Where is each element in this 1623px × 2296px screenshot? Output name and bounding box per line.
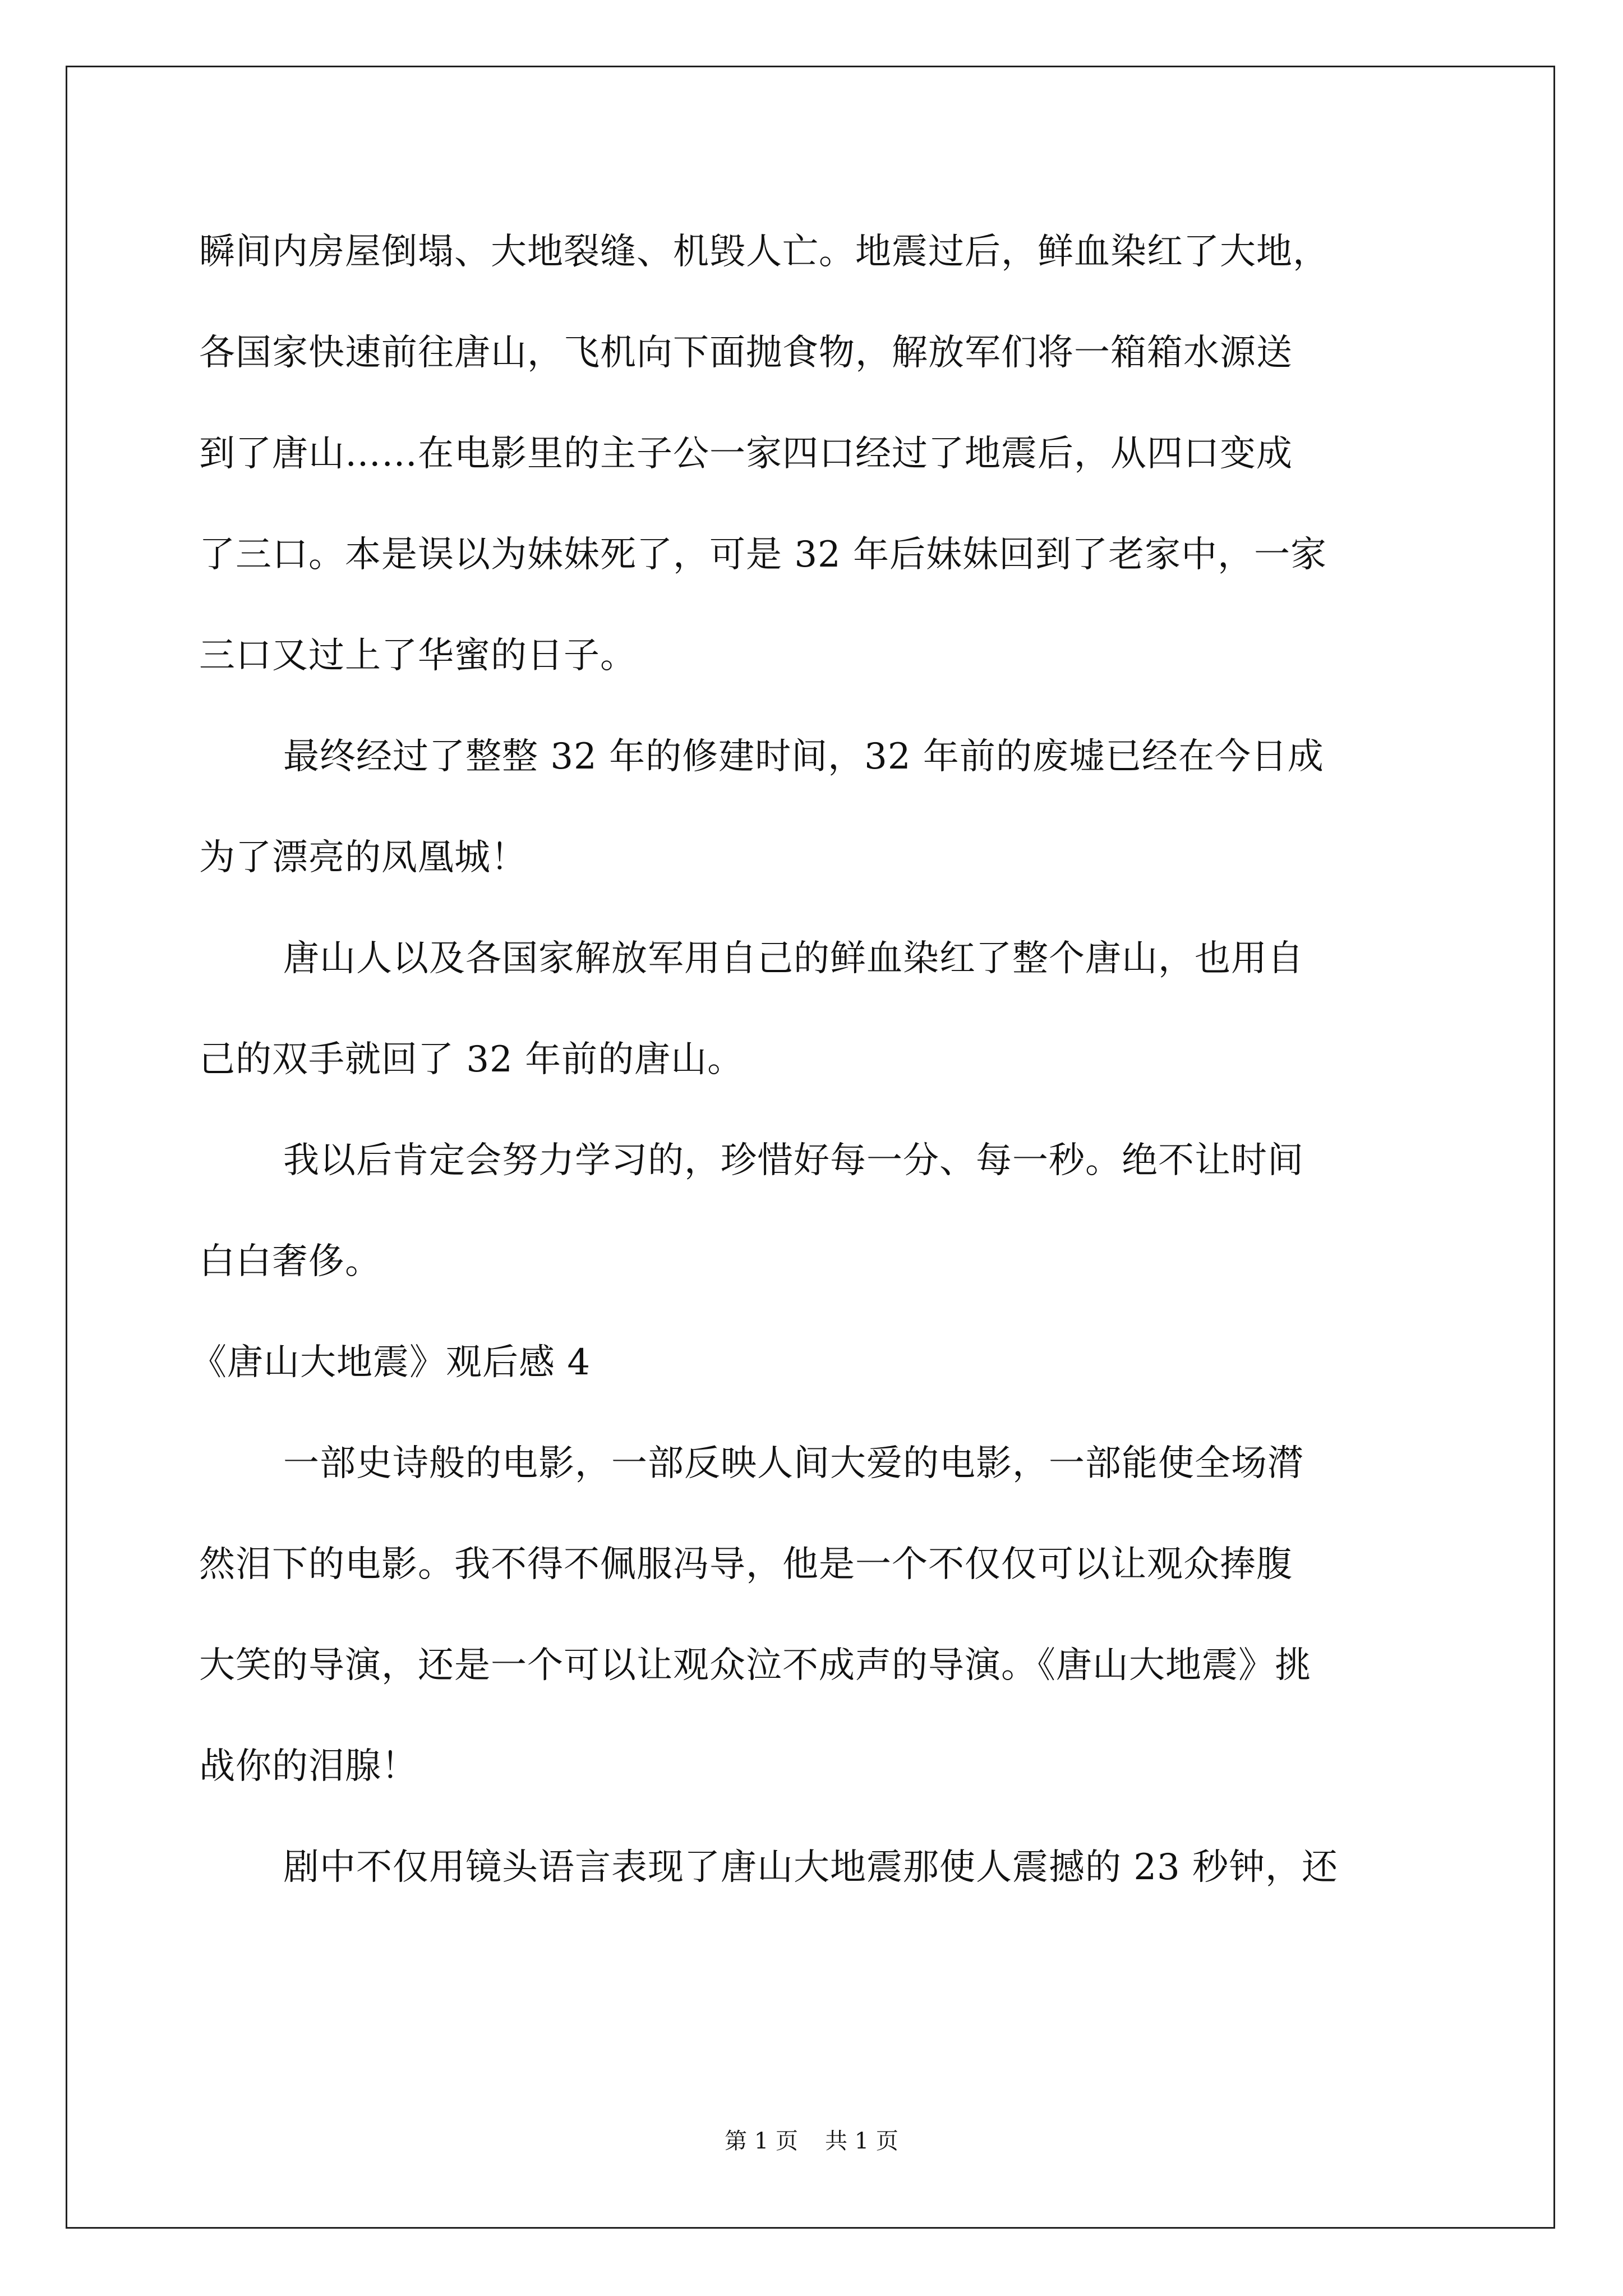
page-total: 共 1 页 bbox=[825, 2128, 898, 2154]
section-heading: 《唐山大地震》观后感 4 bbox=[191, 1342, 591, 1383]
paragraph-line: 己的双手就回了 32 年前的唐山。 bbox=[199, 1039, 744, 1080]
page-footer bbox=[0, 2130, 1623, 2152]
paragraph-line: 我以后肯定会努力学习的，珍惜好每一分、每一秒。绝不让时间 bbox=[283, 1140, 1304, 1181]
paragraph-line: 大笑的导演，还是一个可以让观众泣不成声的导演。《唐山大地震》挑 bbox=[199, 1645, 1311, 1686]
paragraph-line: 瞬间内房屋倒塌、大地裂缝、机毁人亡。地震过后，鲜血染红了大地， bbox=[199, 231, 1329, 273]
paragraph-line: 了三口。本是误以为妹妹死了，可是 32 年后妹妹回到了老家中，一家 bbox=[199, 534, 1327, 576]
page-number: 第 1 页 bbox=[725, 2128, 798, 2154]
paragraph-line: 一部史诗般的电影，一部反映人间大爱的电影，一部能使全场潸 bbox=[283, 1443, 1304, 1484]
paragraph-line: 唐山人以及各国家解放军用自己的鲜血染红了整个唐山，也用自 bbox=[283, 938, 1304, 979]
paragraph-line: 各国家快速前往唐山，飞机向下面抛食物，解放军们将一箱箱水源送 bbox=[199, 332, 1293, 374]
paragraph-line: 战你的泪腺！ bbox=[199, 1746, 418, 1787]
paragraph-line: 为了漂亮的凤凰城！ bbox=[199, 837, 527, 878]
paragraph-line: 三口又过上了华蜜的日子。 bbox=[199, 635, 637, 677]
paragraph-line: 剧中不仅用镜头语言表现了唐山大地震那使人震撼的 23 秒钟，还 bbox=[283, 1847, 1339, 1888]
paragraph-line: 然泪下的电影。我不得不佩服冯导，他是一个不仅仅可以让观众捧腹 bbox=[199, 1544, 1293, 1585]
paragraph-line: 白白奢侈。 bbox=[199, 1241, 381, 1282]
paragraph-line: 到了唐山……在电影里的主子公一家四口经过了地震后，从四口变成 bbox=[199, 433, 1293, 475]
paragraph-line: 最终经过了整整 32 年的修建时间，32 年前的废墟已经在今日成 bbox=[283, 736, 1324, 777]
